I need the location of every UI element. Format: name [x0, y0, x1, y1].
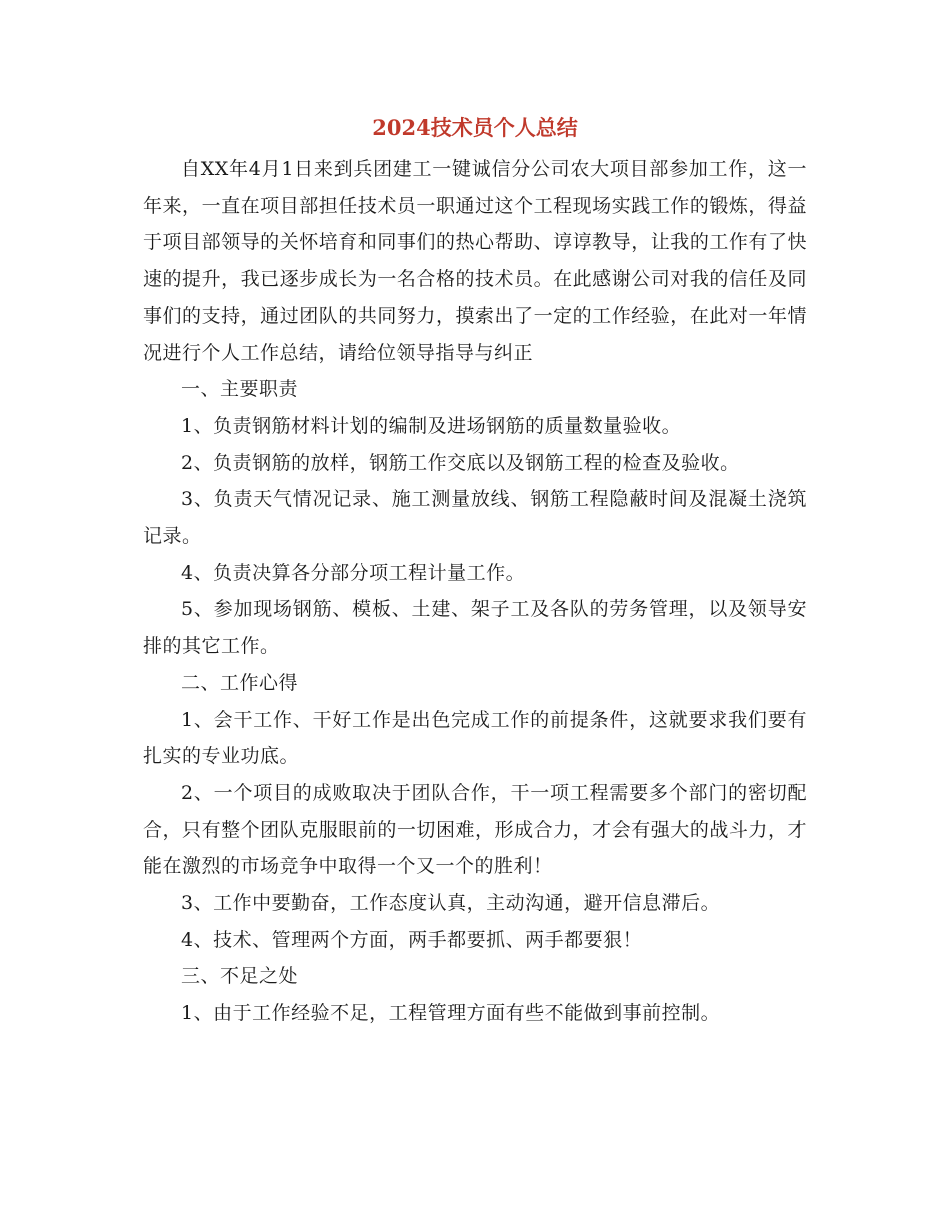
duty-item-5: 5、参加现场钢筋、模板、土建、架子工及各队的劳务管理，以及领导安排的其它工作。	[143, 598, 807, 658]
duty-item-1: 1、负责钢筋材料计划的编制及进场钢筋的质量数量验收。	[181, 414, 682, 437]
duty-item-2: 2、负责钢筋的放样，钢筋工作交底以及钢筋工程的检查及验收。	[181, 451, 740, 474]
document-page	[143, 112, 807, 1032]
experience-item-1: 1、会干工作、干好工作是出色完成工作的前提条件，这就要求我们要有扎实的专业功底。	[143, 708, 807, 768]
section-heading-experience: 二、工作心得	[181, 671, 299, 694]
experience-item-2: 2、一个项目的成败取决于团队合作，干一项工程需要多个部门的密切配合，只有整个团队克服眼前的一切困难，形成合力，才会有强大的战斗力，才能在激烈的市场竞争中取得一个又一个的胜利！	[143, 781, 807, 878]
experience-item-4: 4、技术、管理两个方面，两手都要抓、两手都要狠！	[181, 928, 643, 951]
section-heading-shortcomings: 三、不足之处	[181, 965, 299, 988]
experience-item-3: 3、工作中要勤奋，工作态度认真，主动沟通，避开信息滞后。	[181, 892, 721, 915]
duty-item-3: 3、负责天气情况记录、施工测量放线、钢筋工程隐蔽时间及混凝土浇筑记录。	[143, 488, 807, 548]
duty-item-4: 4、负责决算各分部分项工程计量工作。	[181, 561, 526, 584]
section-heading-duties: 一、主要职责	[181, 378, 299, 401]
intro-paragraph: 自XX年4月1日来到兵团建工一键诚信分公司农大项目部参加工作，这一年来，一直在项目部担任技术员一职通过这个工程现场实践工作的锻炼，得益于项目部领导的关怀培育和同事们的热心帮助、谆谆教导，让我的工作有了快速的提升，我已逐步成长为一名合格的技术员。在此感谢公司对我的信任及同事们的支持，通过团队的共同努力，摸索出了一定的工作经验，在此对一年情况进行个人工作总结，请给位领导指导与纠正	[143, 158, 807, 364]
document-title: 2024技术员个人总结	[372, 115, 578, 140]
shortcoming-item-1: 1、由于工作经验不足，工程管理方面有些不能做到事前控制。	[181, 1002, 721, 1025]
